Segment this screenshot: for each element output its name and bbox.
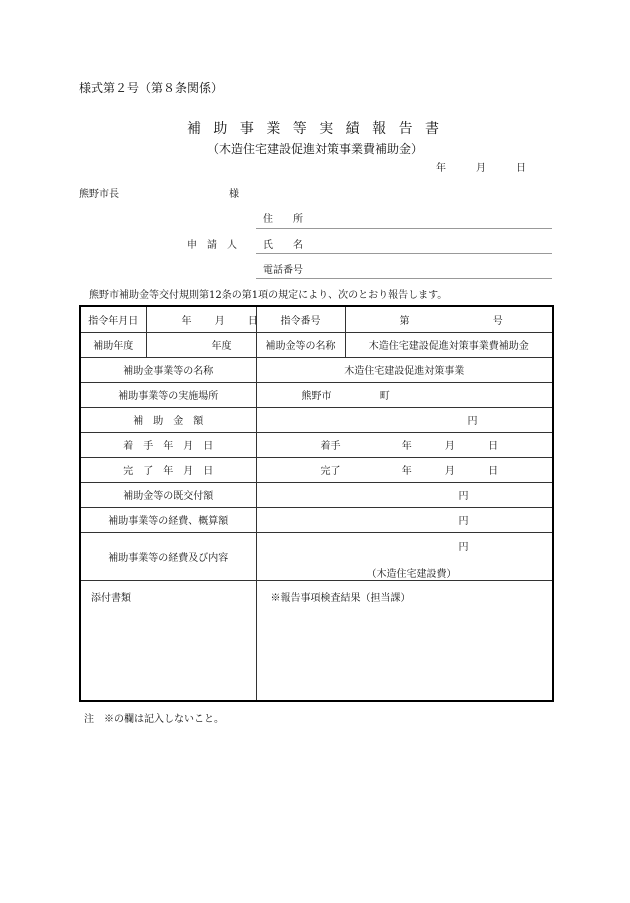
completion-date-label: 完 了 年 月 日 — [80, 457, 256, 482]
table-row — [80, 306, 553, 332]
subsidy-name-value: 木造住宅建設促進対策事業費補助金 — [345, 332, 553, 357]
form-label: 様式第２号（第８条関係） — [79, 81, 224, 95]
document-subtitle: （木造住宅建設促進対策事業費補助金） — [206, 142, 423, 156]
location-value[interactable]: 熊野市 町 — [256, 382, 553, 407]
intro-text: 熊野市補助金等交付規則第12条の第1項の規定により、次のとおり報告します。 — [89, 290, 448, 301]
paid-amount-value[interactable]: 円 — [256, 482, 553, 507]
start-date-label: 着 手 年 月 日 — [80, 432, 256, 457]
report-table — [79, 305, 554, 702]
table-row — [80, 457, 553, 482]
table-row — [80, 382, 553, 407]
start-date-value[interactable]: 着手 年 月 日 — [256, 432, 553, 457]
inspection-label: ※報告事項検査結果（担当課） — [270, 592, 411, 604]
address-line[interactable] — [256, 228, 552, 229]
cost-estimate-value[interactable]: 円 — [256, 507, 553, 532]
date-year: 年 — [436, 163, 446, 174]
fiscal-year-label: 補助年度 — [80, 332, 146, 357]
table-row — [80, 532, 553, 580]
table-row — [80, 482, 553, 507]
table-row — [80, 432, 553, 457]
document-title: 補 助 事 業 等 実 績 報 告 書 — [186, 121, 444, 137]
order-number-label: 指令番号 — [256, 306, 345, 332]
attachments-label: 添付書類 — [91, 592, 131, 604]
table-row — [80, 407, 553, 432]
recipient-name: 熊野市長 — [79, 189, 119, 200]
table-row — [80, 580, 553, 701]
amount-value[interactable]: 円 — [256, 407, 553, 432]
applicant-phone-label: 電話番号 — [263, 265, 303, 276]
table-row — [80, 332, 553, 357]
table-row — [80, 357, 553, 382]
cost-detail-value[interactable]: 円 （木造住宅建設費） — [256, 532, 553, 580]
recipient-honorific: 様 — [229, 189, 239, 200]
order-date-label: 指令年月日 — [80, 306, 146, 332]
project-name-value: 木造住宅建設促進対策事業 — [256, 357, 553, 382]
amount-label: 補 助 金 額 — [80, 407, 256, 432]
name-line[interactable] — [256, 253, 552, 254]
inspection-cell[interactable] — [256, 580, 553, 701]
location-label: 補助事業等の実施場所 — [80, 382, 256, 407]
paid-amount-label: 補助金等の既交付額 — [80, 482, 256, 507]
phone-line[interactable] — [256, 278, 552, 279]
cost-detail-label: 補助事業等の経費及び内容 — [80, 532, 256, 580]
completion-date-value[interactable]: 完了 年 月 日 — [256, 457, 553, 482]
applicant-label: 申 請 人 — [187, 240, 237, 251]
date-day: 日 — [516, 163, 526, 174]
order-date-value[interactable]: 年 月 日 — [146, 306, 256, 332]
cost-estimate-label: 補助事業等の経費、概算額 — [80, 507, 256, 532]
subsidy-name-label: 補助金等の名称 — [256, 332, 345, 357]
date-month: 月 — [476, 163, 486, 174]
attachments-cell[interactable] — [80, 580, 256, 701]
applicant-address-label: 住 所 — [263, 214, 303, 225]
project-name-label: 補助金事業等の名称 — [80, 357, 256, 382]
footnote: 注 ※の欄は記入しないこと。 — [84, 714, 224, 725]
order-number-value[interactable]: 第 号 — [345, 306, 553, 332]
fiscal-year-value[interactable]: 年度 — [146, 332, 256, 357]
applicant-name-label: 氏 名 — [263, 240, 303, 251]
table-row — [80, 507, 553, 532]
